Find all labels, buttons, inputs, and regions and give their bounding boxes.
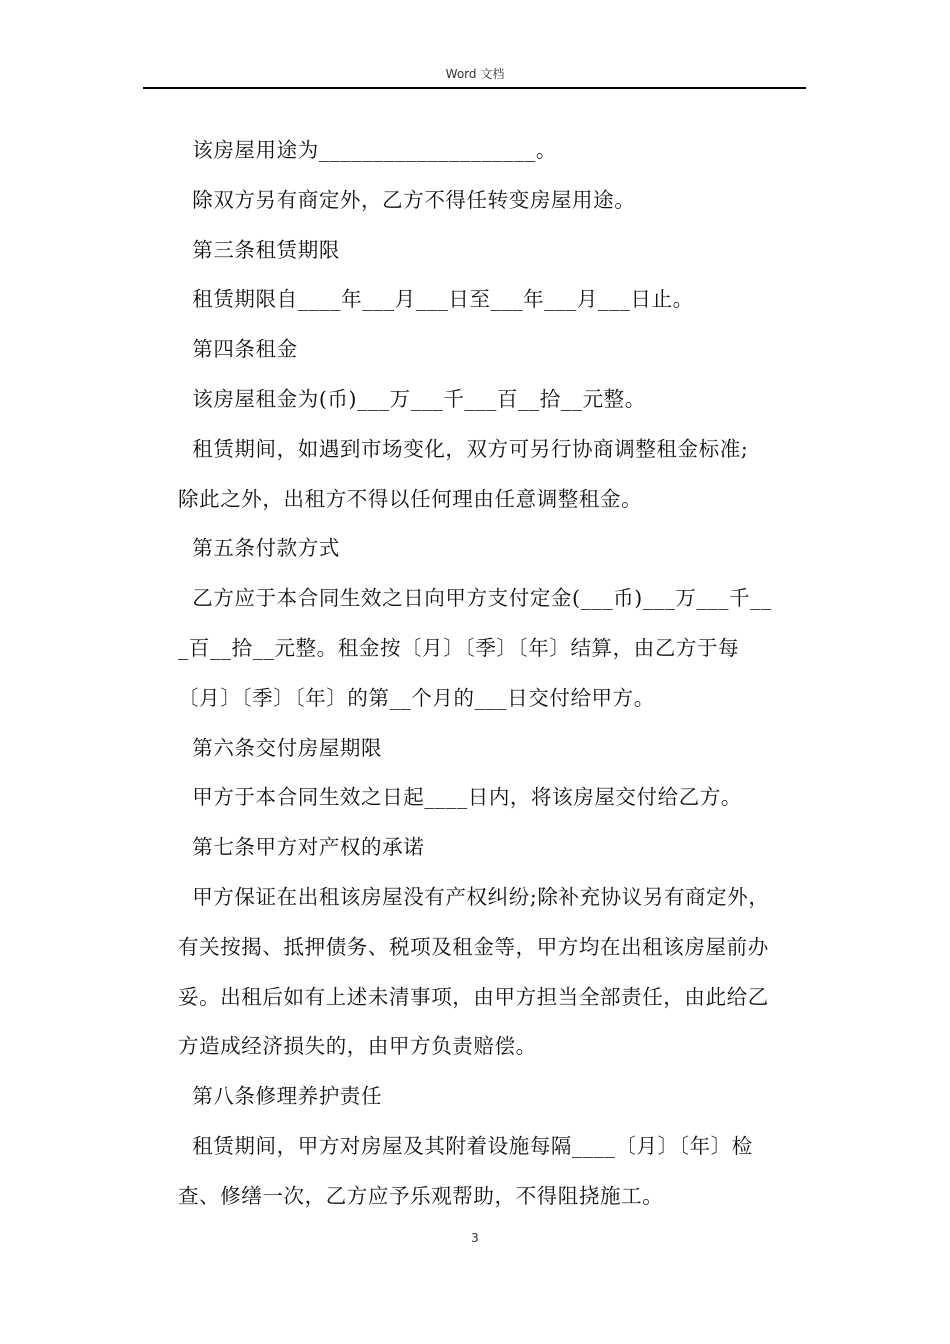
text-line: 租赁期间，如遇到市场变化，双方可另行协商调整租金标准; [178, 436, 749, 461]
text-line: _百__拾__元整。租金按〔月〕〔季〕〔年〕结算，由乙方于每 [178, 635, 740, 660]
text-line: 方造成经济损失的，由甲方负责赔偿。 [178, 1034, 537, 1059]
text-line: 租赁期间，甲方对房屋及其附着设施每隔____〔月〕〔年〕检 [178, 1133, 753, 1158]
text-line: 租赁期限自____年___月___日至___年___月___日止。 [178, 287, 694, 312]
document-body [178, 126, 808, 1222]
text-line: 该房屋用途为____________________。 [178, 138, 557, 162]
text-line: 查、修缮一次，乙方应予乐观帮助，不得阻挠施工。 [178, 1183, 664, 1208]
text-line: 除双方另有商定外，乙方不得任转变房屋用途。 [178, 187, 636, 212]
text-line: 甲方于本合同生效之日起____日内，将该房屋交付给乙方。 [178, 785, 743, 810]
text-line: 妥。出租后如有上述未清事项，由甲方担当全部责任，由此给乙 [178, 984, 769, 1009]
text-line: 〔月〕〔季〕〔年〕的第__个月的___日交付给甲方。 [178, 685, 655, 710]
page-number: 3 [471, 1231, 479, 1245]
section-heading: 第四条租金 [178, 337, 298, 362]
text-line: 甲方保证在出租该房屋没有产权纠纷;除补充协议另有商定外， [178, 884, 770, 909]
text-line: 除此之外，出租方不得以任何理由任意调整租金。 [178, 486, 643, 511]
text-line: 有关按揭、抵押债务、税项及租金等，甲方均在出租该房屋前办 [178, 934, 769, 959]
text-line: 该房屋租金为(币)___万___千___百__拾__元整。 [178, 386, 646, 411]
section-heading: 第三条租赁期限 [178, 237, 340, 262]
section-heading: 第八条修理养护责任 [178, 1084, 383, 1109]
header-rule [143, 87, 806, 89]
page-header: Word 文档 [445, 67, 505, 81]
section-heading: 第七条甲方对产权的承诺 [178, 835, 425, 860]
text-line: 乙方应于本合同生效之日向甲方支付定金(___币)___万___千__ [178, 586, 772, 611]
section-heading: 第六条交付房屋期限 [178, 735, 383, 760]
section-heading: 第五条付款方式 [178, 536, 340, 561]
